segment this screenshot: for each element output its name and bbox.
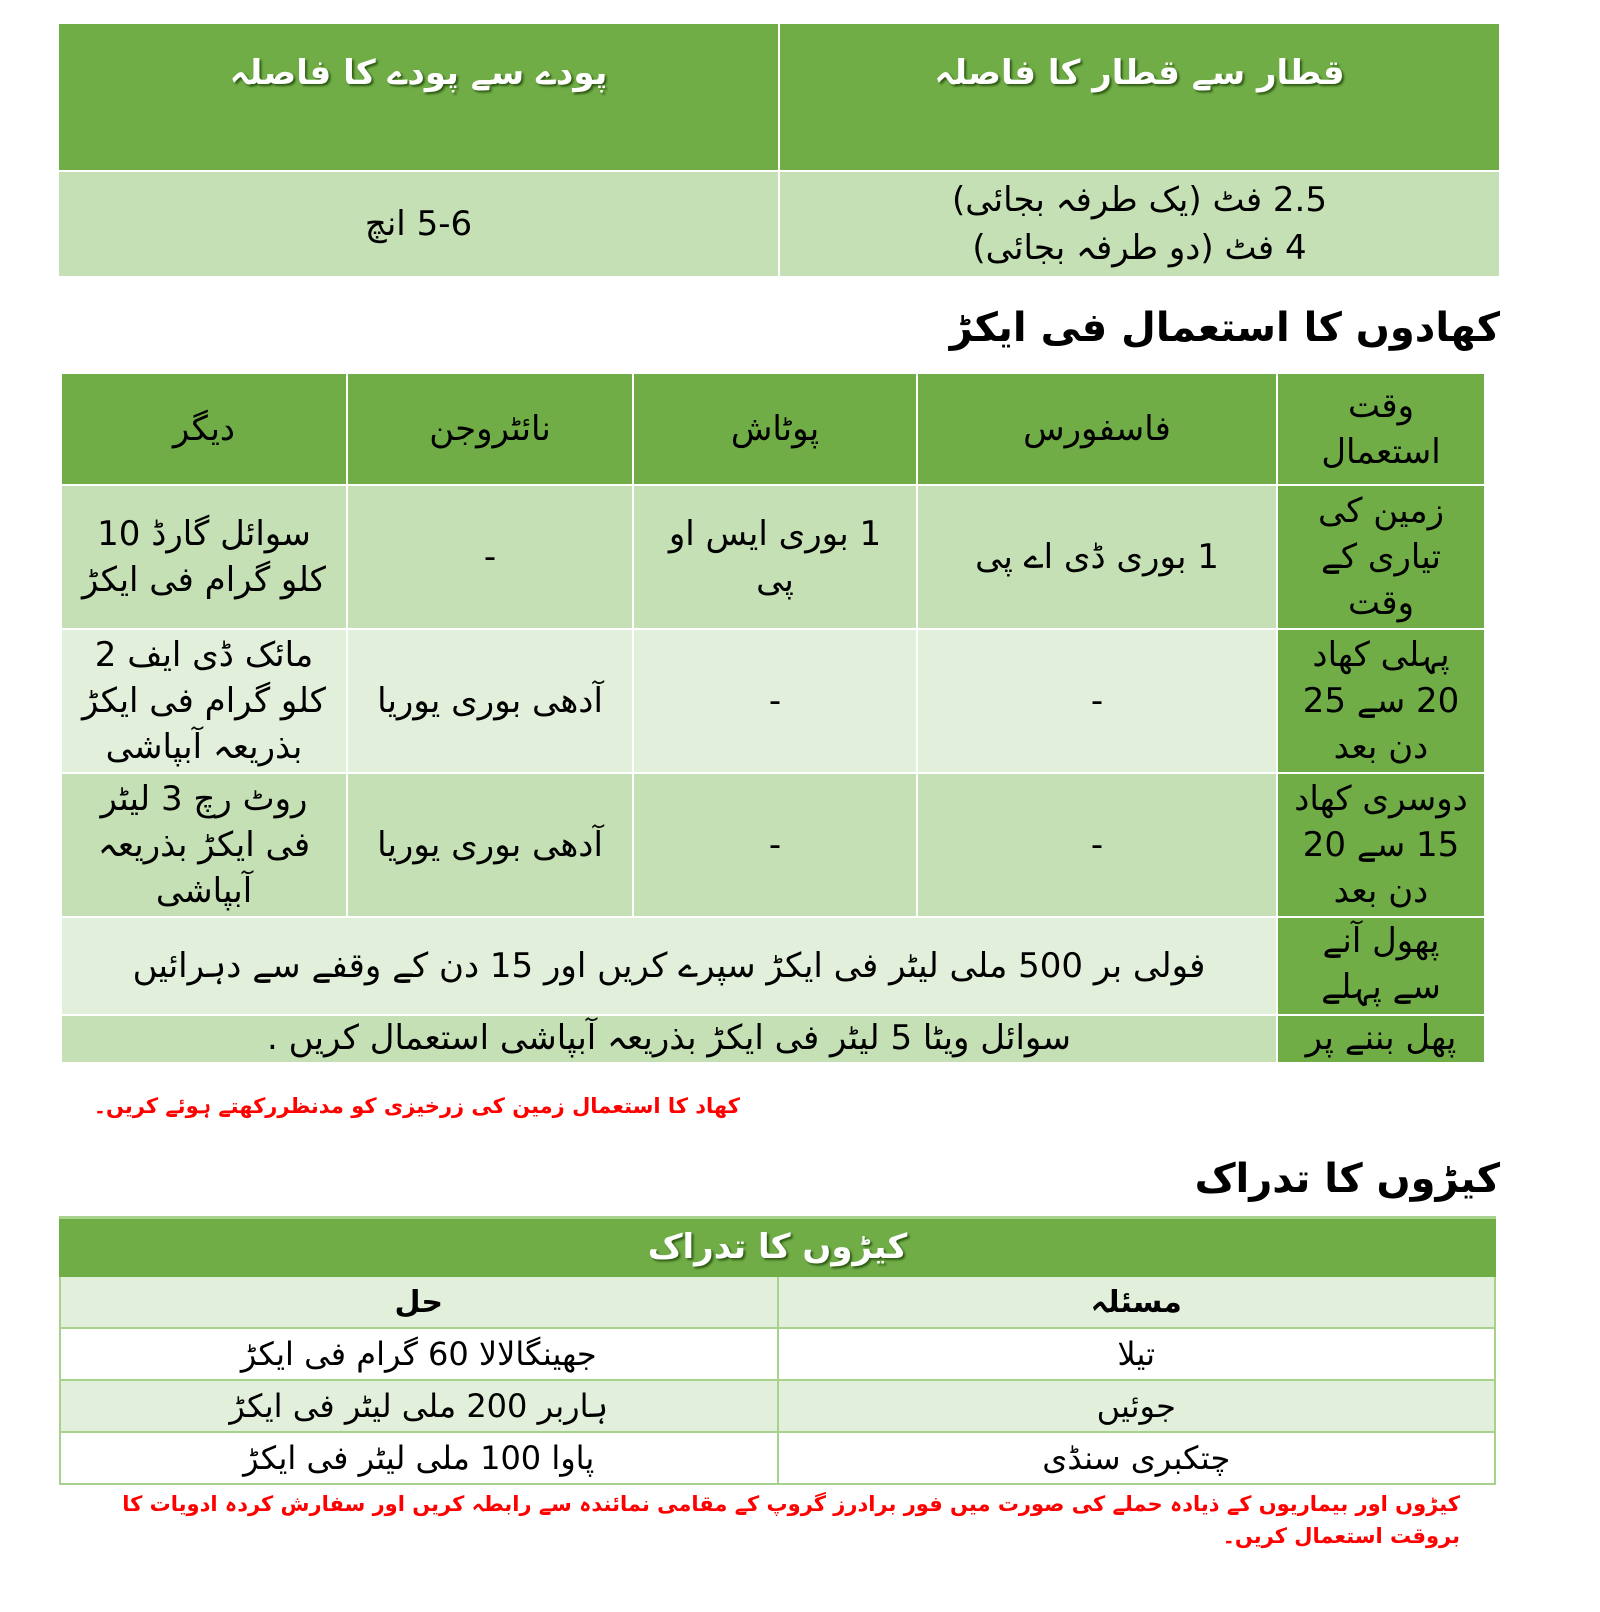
fertilizer-row <box>61 773 1485 917</box>
header-solution: حل <box>60 1276 778 1328</box>
problem-cell: چتکبری سنڈی <box>778 1432 1496 1484</box>
fertilizer-row <box>61 1015 1485 1063</box>
fertilizer-row <box>61 917 1485 1015</box>
fertilizer-row <box>61 629 1485 773</box>
fertilizer-table <box>60 372 1486 1064</box>
phosphorus-cell: 1 بوری ڈی اے پی <box>917 485 1277 629</box>
problem-cell: جوئیں <box>778 1380 1496 1432</box>
row-spacing-two-side: 4 فٹ (دو طرفہ بجائی) <box>972 228 1307 268</box>
potash-cell: - <box>633 773 917 917</box>
other-cell: سوائل گارڈ 10 کلو گرام فی ایکڑ <box>61 485 347 629</box>
other-cell: روٹ رچ 3 لیٹر فی ایکڑ بذریعہ آبپاشی <box>61 773 347 917</box>
pest-row <box>60 1328 1495 1380</box>
plant-spacing-header: پودے سے پودے کا فاصلہ <box>58 23 779 171</box>
fertilizer-section-title: کھادوں کا استعمال فی ایکڑ <box>949 305 1500 351</box>
other-cell: مائک ڈی ایف 2 کلو گرام فی ایکڑ بذریعہ آبپاشی <box>61 629 347 773</box>
potash-cell: - <box>633 629 917 773</box>
solution-cell: جھینگالالا 60 گرام فی ایکڑ <box>60 1328 778 1380</box>
pest-row <box>60 1380 1495 1432</box>
pest-row <box>60 1432 1495 1484</box>
spacing-table <box>57 22 1501 278</box>
time-cell-text: پھول آنے سے پہلے <box>1321 921 1441 1007</box>
header-problem: مسئلہ <box>778 1276 1496 1328</box>
header-nitrogen: نائٹروجن <box>347 373 633 485</box>
nitrogen-cell: آدھی بوری یوریا <box>347 629 633 773</box>
solution-cell: پاوا 100 ملی لیٹر فی ایکڑ <box>60 1432 778 1484</box>
fertilizer-note: کھاد کا استعمال زمین کی زرخیزی کو مدنظررکھتے ہوئے کریں۔ <box>93 1094 740 1118</box>
time-cell <box>1277 917 1485 1015</box>
row-spacing-cell <box>779 171 1500 277</box>
pest-section-title: کیڑوں کا تدراک <box>1194 1156 1500 1202</box>
problem-cell: تیلا <box>778 1328 1496 1380</box>
time-cell: زمین کی تیاری کے وقت <box>1277 485 1485 629</box>
time-cell: پہلی کھاد 20 سے 25 دن بعد <box>1277 629 1485 773</box>
header-phosphorus: فاسفورس <box>917 373 1277 485</box>
row-spacing-one-side: 2.5 فٹ (یک طرفہ بجائی) <box>952 180 1327 220</box>
time-cell-text: پھل بننے پر <box>1305 1018 1457 1058</box>
pest-control-table <box>59 1216 1496 1485</box>
plant-spacing-cell: 5-6 انچ <box>58 171 779 277</box>
pest-table-title: کیڑوں کا تدراک <box>60 1218 1495 1277</box>
header-potash: پوٹاش <box>633 373 917 485</box>
merged-cell <box>61 1015 1277 1063</box>
time-cell <box>1277 1015 1485 1063</box>
merged-cell-text: سوائل ویٹا 5 لیٹر فی ایکڑ بذریعہ آبپاشی استعمال کریں . <box>267 1018 1071 1058</box>
nitrogen-cell: - <box>347 485 633 629</box>
phosphorus-cell: - <box>917 773 1277 917</box>
potash-cell: 1 بوری ایس او پی <box>633 485 917 629</box>
time-cell: دوسری کھاد 15 سے 20 دن بعد <box>1277 773 1485 917</box>
header-other: دیگر <box>61 373 347 485</box>
merged-cell: فولی بر 500 ملی لیٹر فی ایکڑ سپرے کریں اور 15 دن کے وقفے سے دہرائیں <box>61 917 1277 1015</box>
phosphorus-cell: - <box>917 629 1277 773</box>
fertilizer-row <box>61 485 1485 629</box>
solution-cell: ہاربر 200 ملی لیٹر فی ایکڑ <box>60 1380 778 1432</box>
nitrogen-cell: آدھی بوری یوریا <box>347 773 633 917</box>
header-time: وقت استعمال <box>1277 373 1485 485</box>
row-spacing-header: قطار سے قطار کا فاصلہ <box>779 23 1500 171</box>
pest-note: کیڑوں اور بیماریوں کے ذیادہ حملے کی صورت میں فور برادرز گروپ کے مقامی نمائندہ سے رابطہ کریں اور سفارش کردہ ادویات کا بروقت استعمال کریں۔ <box>122 1492 1460 1548</box>
